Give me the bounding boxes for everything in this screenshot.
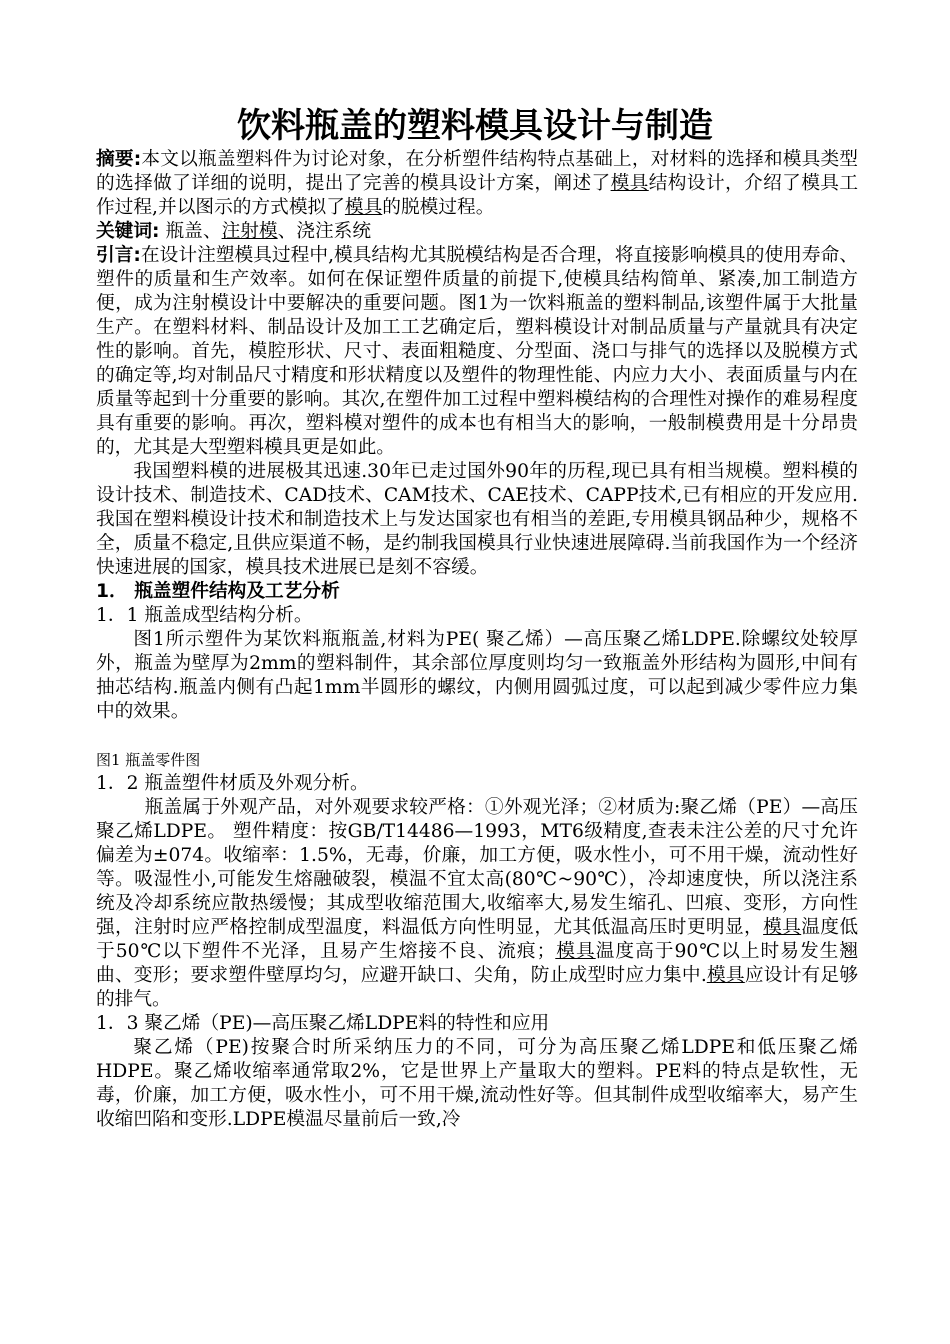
abstract-label: 摘要: xyxy=(96,149,142,170)
pe-paragraph: 聚乙烯（PE)按聚合时所采纳压力的不同，可分为高压聚乙烯LDPE和低压聚乙烯HDPE。聚乙烯收缩率通常取2%，它是世界上产量取大的塑料。PE料的特点是软性，无毒，价廉，加工方便，吸水性小，可不用干燥,流动性好等。但其制件成型收缩率大，易产生收缩凹陷和变形.LDPE模温尽量前后一致,冷 xyxy=(96,1037,858,1130)
material-link-mold[interactable]: 模具 xyxy=(763,917,802,938)
abstract-paragraph xyxy=(96,148,858,220)
material-text: 瓶盖属于外观产品，对外观要求较严格：①外观光泽；②材质为:聚乙烯（PE）—高压聚乙烯LDPE。 塑件精度：按GB/T14486—1993，MT6级精度,查表未注公差的尺寸允许偏差为±074。收缩率：1.5%，无毒，价廉，加工方便，吸水性小，可不用干燥，流动性好等。吸湿性小,可能发生熔融破裂，模温不宜太高(80℃~90℃），冷却速度快，所以浇注系统及冷却系统应散热缓慢；其成型收缩范围大,收缩率大,易发生缩孔、凹痕、变形，方向性强，注射时应严格控制成型温度，料温低方向性明显，尤其低温高压时更明显， xyxy=(96,797,858,938)
section-heading-1-1: 1．1 瓶盖成型结构分析。 xyxy=(96,605,313,626)
abstract-text: 的脱模过程。 xyxy=(382,197,495,218)
development-paragraph: 我国塑料模的进展极其迅速.30年已走过国外90年的历程,现已具有相当规模。塑料模的设计技术、制造技术、CAD技术、CAM技术、CAE技术、CAPP技术,已有相应的开发应用.我国在塑料模设计技术和制造技术上与发达国家也有相当的差距,专用模具钢品种少，规格不全，质量不稳定,且供应渠道不畅，是约制我国模具行业快速进展障碍.当前我国作为一个经济快速进展的国家，模具技术进展已是刻不容缓。 xyxy=(96,461,858,578)
keywords-link-injection-mold[interactable]: 注射模 xyxy=(221,221,278,242)
material-text: 温度低于50℃以下塑件不光泽，且易产生熔接不良、流痕； xyxy=(96,917,859,962)
keywords-text: 、浇注系统 xyxy=(277,221,372,242)
section-heading-1: 1． 瓶盖塑件结构及工艺分析 xyxy=(96,581,340,602)
material-link-mold[interactable]: 模具 xyxy=(706,965,745,986)
abstract-link-mold[interactable]: 模具 xyxy=(344,197,383,218)
structure-paragraph: 图1所示塑件为某饮料瓶瓶盖,材料为PE( 聚乙烯）—高压聚乙烯LDPE.除螺纹处较厚外，瓶盖为壁厚为2mm的塑料制件，其余部位厚度则均匀一致瓶盖外形结构为圆形,中间有抽芯结构.瓶盖内侧有凸起1mm半圆形的螺纹，内侧用圆弧过度，可以起到减少零件应力集中的效果。 xyxy=(96,629,858,722)
abstract-text: 本文以瓶盖塑料件为讨论对象，在分析塑件结构特点基础上，对材料的选择和模具类型的选择做了详细的说明，提出了完善的模具设计方案，阐述了 xyxy=(96,149,858,194)
material-link-mold[interactable]: 模具 xyxy=(555,941,596,962)
keywords-paragraph xyxy=(96,220,858,244)
figure-caption: 图1 瓶盖零件图 xyxy=(96,751,201,769)
intro-label: 引言: xyxy=(96,245,141,266)
section-heading-1-2: 1．2 瓶盖塑件材质及外观分析。 xyxy=(96,773,369,794)
intro-paragraph xyxy=(96,244,858,460)
document-body xyxy=(96,148,858,1132)
keywords-label: 关键词: xyxy=(96,221,160,242)
material-text: 温度高于90℃以上时易发生翘曲、变形；要求塑件壁厚均匀，应避开缺口、尖角，防止成型时应力集中. xyxy=(96,941,859,986)
document-title: 饮料瓶盖的塑料模具设计与制造 xyxy=(237,106,713,146)
material-paragraph xyxy=(96,796,858,1012)
figure-placeholder xyxy=(96,724,858,748)
intro-text: 在设计注塑模具过程中,模具结构尤其脱模结构是否合理，将直接影响模具的使用寿命、塑件的质量和生产效率。如何在保证塑件质量的前提下,使模具结构简单、紧凑,加工制造方便，成为注射模设计中要解决的重要问题。图1为一饮料瓶盖的塑料制品,该塑件属于大批量生产。在塑料材料、制品设计及加工工艺确定后，塑料模设计对制品质量与产量就具有决定性的影响。首先，模腔形状、尺寸、表面粗糙度、分型面、浇口与排气的选择以及脱模方式的确定等,均对制品尺寸精度和形状精度以及塑件的物理性能、内应力大小、表面质量与内在质量等起到十分重要的影响。其次,在塑件加工过程中塑料模结构的合理性对操作的难易程度具有重要的影响。再次，塑料模对塑件的成本也有相当大的影响，一般制模费用是十分昂贵的，尤其是大型塑料模具更是如此。 xyxy=(96,245,858,458)
material-text: 应设计有足够的排气。 xyxy=(96,965,859,1010)
abstract-text: 结构设计，介绍了模具工作过程,并以图示的方式模拟了 xyxy=(96,173,859,218)
section-heading-1-3: 1．3 聚乙烯（PE)—高压聚乙烯LDPE料的特性和应用 xyxy=(96,1013,550,1034)
keywords-text: 瓶盖、 xyxy=(159,221,222,242)
abstract-link-mold[interactable]: 模具 xyxy=(610,173,649,194)
